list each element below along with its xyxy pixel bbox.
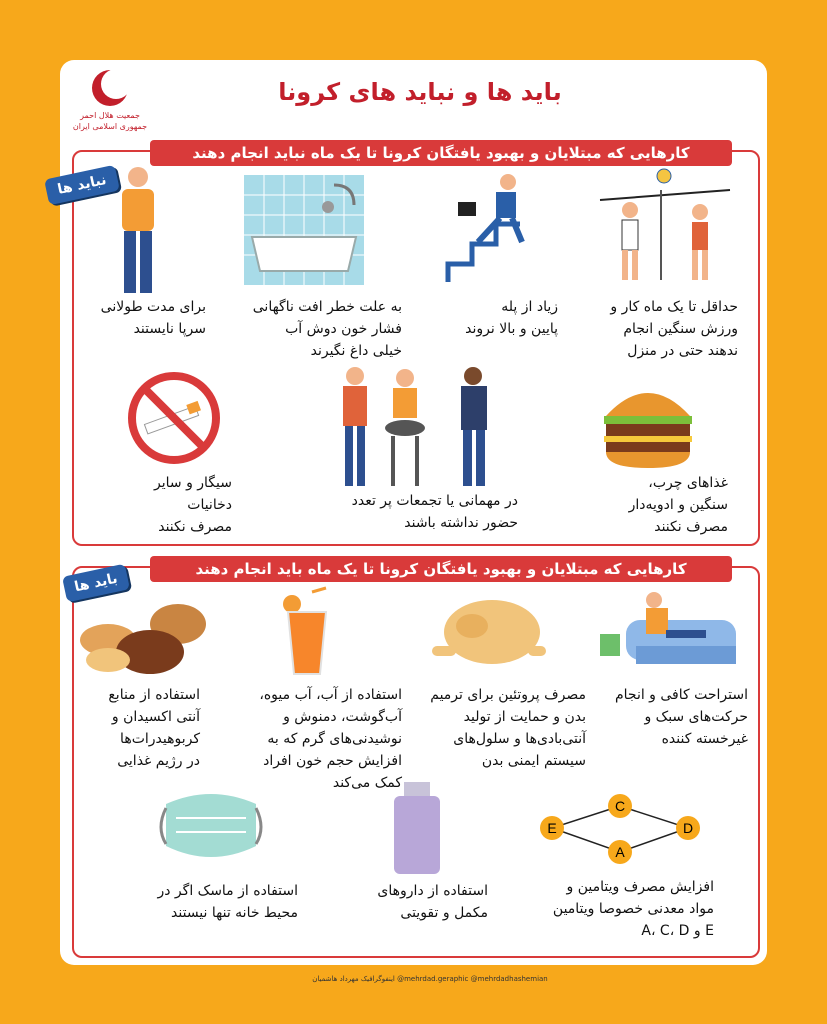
stairs-runner-icon xyxy=(448,172,548,282)
bathtub-shower-icon xyxy=(244,175,364,285)
gathering-people-icon xyxy=(335,362,495,488)
dont-caption-gatherings: در مهمانی یا تجمعات پر تعدد حضور نداشته باشند xyxy=(351,493,518,531)
vitamin-e-label: E xyxy=(547,820,557,836)
do-caption-rest: استراحت کافی و انجام حرکت‌های سبک و غیرخسته کننده xyxy=(614,687,748,747)
volleyball-players-icon xyxy=(600,170,730,290)
do-caption-protein: مصرف پروتئین برای ترمیم بدن و حمایت از تولید آنتی‌بادی‌ها و سلول‌های سیستم ایمنی بدن xyxy=(430,687,586,769)
logo-caption: جمعیت هلال احمر جمهوری اسلامی ایران xyxy=(72,111,148,131)
vitamin-c-label: C xyxy=(614,798,626,814)
do-caption-mask: استفاده از ماسک اگر در محیط خانه تنها نیستند xyxy=(157,883,298,921)
dont-caption-smoking: سیگار و سایر دخانیات مصرف نکنند xyxy=(154,475,232,535)
standing-man-icon xyxy=(108,165,168,295)
do-caption-antioxidants: استفاده از منابع آنتی اکسیدان و کربوهیدرات‌ها در رژیم غذایی xyxy=(108,687,200,769)
burger-icon xyxy=(600,380,696,470)
supplement-bottle-icon xyxy=(392,782,442,874)
chicken-icon xyxy=(432,590,546,672)
juice-glass-icon xyxy=(282,590,332,676)
no-smoking-icon xyxy=(126,370,222,466)
do-caption-fluids: استفاده از آب، آب میوه، آب‌گوشت، دمنوش و نوشیدنی‌های گرم که به افزایش حجم خون افراد کمک می‌کند xyxy=(259,687,402,791)
dont-caption-fatty-food: غذاهای چرب، سنگین و ادویه‌دار مصرف نکنند xyxy=(628,475,728,535)
donts-banner: کارهایی که مبتلایان و بهبود یافتگان کرونا تا یک ماه نباید انجام دهند xyxy=(150,140,732,166)
red-crescent-logo xyxy=(78,66,142,146)
donts-tag: نباید ها xyxy=(44,165,120,205)
dont-caption-stairs: زیاد از پله پایین و بالا نروند xyxy=(465,299,558,337)
footer-credits: اینفوگرافیک مهرداد هاشمیان @mehrdad.geraphic @mehrdadhashemian xyxy=(312,975,548,983)
dos-banner: کارهایی که مبتلایان و بهبود یافتگان کرونا تا یک ماه باید انجام دهند xyxy=(150,556,732,582)
do-caption-vitamins: افزایش مصرف ویتامین و مواد معدنی خصوصا ویتامین E و A، C، D xyxy=(552,879,714,939)
resting-person-icon xyxy=(596,590,742,670)
dont-caption-exercise: حداقل تا یک ماه کار و ورزش سنگین انجام ندهند حتی در منزل xyxy=(610,299,738,359)
vitamin-diagram xyxy=(536,796,706,866)
dont-caption-hot-shower: به علت خطر افت ناگهانی فشار خون دوش آب خیلی داغ نگیرند xyxy=(252,299,402,359)
page-title: باید ها و نباید های کرونا xyxy=(278,78,562,106)
face-mask-icon xyxy=(156,784,266,868)
dos-tag: باید ها xyxy=(62,564,130,603)
vitamin-d-label: D xyxy=(682,820,694,836)
dont-caption-standing: برای مدت طولانی سرپا نایستند xyxy=(100,299,206,337)
vitamin-a-label: A xyxy=(615,844,625,860)
bread-icon xyxy=(78,600,208,676)
do-caption-supplements: استفاده از داروهای مکمل و تقویتی xyxy=(377,883,488,921)
